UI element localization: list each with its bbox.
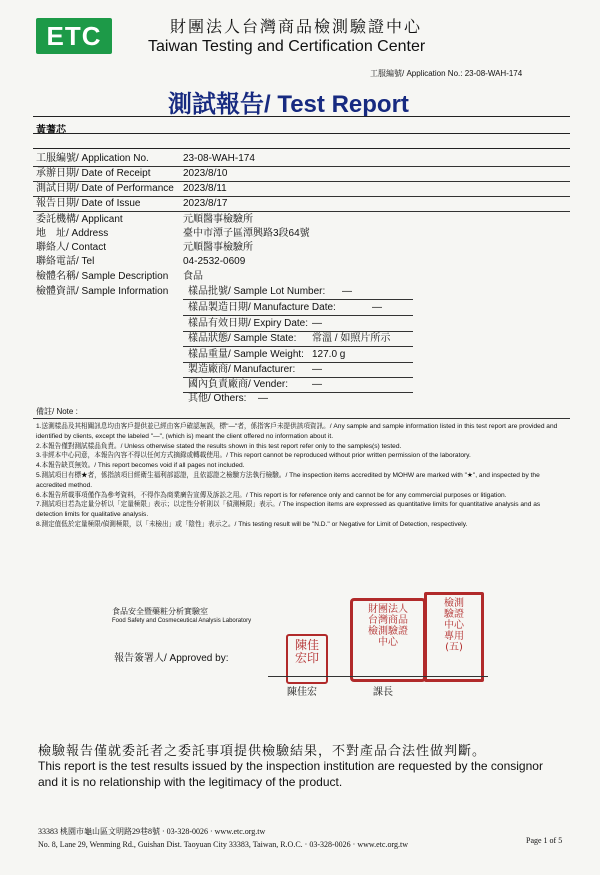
- product-name: 黃蓍芯: [36, 125, 66, 136]
- field-value-application-no: 23-08-WAH-174: [183, 153, 255, 164]
- field-label-sample-description: 檢體名稱/ Sample Description: [36, 271, 169, 282]
- sample-info-value-manufacturer: —: [312, 364, 322, 375]
- divider: [183, 315, 413, 316]
- disclaimer-en: This report is the test results issued by the inspection institution are requested by the consignor and it is no relationship with the legitimacy of the product.: [38, 759, 543, 789]
- field-label-date-of-receipt: 承辦日期/ Date of Receipt: [36, 168, 151, 179]
- sample-info-value-manufacture-date: —: [372, 302, 382, 313]
- divider: [33, 148, 570, 149]
- sample-info-value-sample-state: 常溫 / 如照片所示: [312, 333, 391, 344]
- disclaimer-zh: 檢驗報告僅就委託者之委託事項提供檢驗結果，不對產品合法性做判斷。: [38, 744, 487, 759]
- organization-name-en: Taiwan Testing and Certification Center: [148, 38, 426, 55]
- note-item: 1.送測樣品及其相關訊息均由客戶提供並已經由客戶確認無誤，標"—"者，係指客戶未提供該項資訊。/ Any sample and sample information listed in this test report are provided and identified by clients, except the labeled "—", (which is) meant the client offered no information about it.: [36, 423, 558, 440]
- sample-info-value-expiry-date: —: [312, 318, 322, 329]
- field-value-date-of-issue: 2023/8/17: [183, 198, 228, 209]
- divider: [183, 377, 413, 378]
- sample-info-label-manufacture-date: 樣品製造日期/ Manufacture Date:: [188, 302, 336, 313]
- note-item: 2.本報告僅對測試樣品負責。/ Unless otherwise stated the results shown in this test report refer only to the samples(s) tested.: [36, 442, 402, 450]
- signature-line: [268, 676, 488, 677]
- field-label-application-no: 工服編號/ Application No.: [36, 153, 149, 164]
- signer-seal-icon: 陳佳 宏印: [286, 634, 328, 684]
- divider: [33, 116, 570, 117]
- note-item: 4.本報告缺頁無效。/ This report becomes void if all pages not included.: [36, 462, 245, 470]
- center-seal-icon: 財團法人 台灣商品 檢測驗證 中心: [350, 598, 426, 682]
- field-value-tel: 04-2532-0609: [183, 256, 246, 267]
- divider: [33, 181, 570, 182]
- footer-address-en: No. 8, Lane 29, Wenming Rd., Guishan Dist. Taoyuan City 33383, Taiwan, R.O.C. · 03-328-0026 · www.etc.org.tw: [38, 840, 408, 849]
- divider: [183, 362, 413, 363]
- divider: [183, 346, 413, 347]
- note-item: 5.測試項目有標★者，係指該項目經衛生福利部認證，且依認證之檢驗方法執行檢驗。/ The inspection items accredited by MOHW are marked with "★", and inspected by the accredited method.: [36, 471, 540, 489]
- divider: [33, 166, 570, 167]
- note-item: 6.本報告所載事項僅作為參考資料，不得作為商業廣告宣傳及訴訟之用。/ This report is for reference only and cannot be for any commercial purposes or litigation.: [36, 491, 507, 499]
- sample-info-value-others: —: [258, 393, 268, 404]
- divider: [33, 418, 570, 419]
- field-label-applicant: 委託機構/ Applicant: [36, 214, 123, 225]
- note-item: 3.非經本中心同意，本報告內容不得以任何方式摘錄或轉載使用。/ This report cannot be reproduced without prior written permission of the laboratory.: [36, 452, 471, 460]
- note-item: 8.測定值低於定量極限/偵測極限，以「未檢出」或「陰性」表示之。/ This testing result will be "N.D." or Negative for Limit of Detection, respectively.: [36, 520, 468, 528]
- sample-info-label-lot-number: 樣品批號/ Sample Lot Number:: [188, 286, 326, 297]
- field-label-sample-information: 檢體資訊/ Sample Information: [36, 286, 169, 297]
- divider: [33, 196, 570, 197]
- footer-address-zh: 33383 桃園市龜山區文明路29巷8號 · 03-328-0026 · www.etc.org.tw: [38, 827, 266, 836]
- field-label-date-of-issue: 報告日期/ Date of Issue: [36, 198, 141, 209]
- field-value-sample-description: 食品: [183, 271, 203, 282]
- sample-info-value-lot-number: —: [342, 286, 352, 297]
- note-item: 7.測試項目若為定量分析以「定量極限」表示；以定性分析則以「偵測極限」表示。/ The inspection items are expressed as quantitative limits for quantitative analysis and as detection limits for qualitative analysis.: [36, 501, 541, 519]
- divider: [33, 133, 570, 134]
- approved-by-label: 報告簽署人/ Approved by:: [114, 653, 229, 664]
- sample-info-label-sample-weight: 樣品重量/ Sample Weight:: [188, 349, 304, 360]
- sample-info-label-expiry-date: 樣品有效日期/ Expiry Date:: [188, 318, 309, 329]
- sample-info-value-sample-weight: 127.0 g: [312, 349, 346, 360]
- organization-name-zh: 財團法人台灣商品檢測驗證中心: [170, 17, 423, 36]
- field-label-contact: 聯絡人/ Contact: [36, 242, 107, 253]
- field-value-address: 臺中市潭子區潭興路3段64號: [183, 228, 310, 239]
- signer-title: 課長: [373, 687, 393, 698]
- signer-name: 陳佳宏: [287, 687, 317, 698]
- sample-info-label-sample-state: 樣品狀態/ Sample State:: [188, 333, 297, 344]
- field-value-contact: 元順醫事檢驗所: [183, 242, 253, 253]
- field-label-address: 地 址/ Address: [36, 228, 109, 239]
- field-value-date-of-receipt: 2023/8/10: [183, 168, 228, 179]
- note-title: 備註/ Note :: [36, 407, 78, 416]
- divider: [33, 211, 570, 212]
- divider: [183, 331, 413, 332]
- header-application-no: 工服編號/ Application No.: 23-08-WAH-174: [370, 69, 523, 78]
- notes-list: [36, 422, 566, 530]
- lab-name-en: Food Safety and Cosmeceutical Analysis Laboratory: [112, 618, 252, 624]
- sample-info-value-vender: —: [312, 379, 322, 390]
- sample-info-label-manufacturer: 製造廠商/ Manufacturer:: [188, 364, 296, 375]
- field-label-date-of-performance: 測試日期/ Date of Performance: [36, 183, 174, 194]
- sample-info-label-vender: 國內負責廠商/ Vender:: [188, 379, 289, 390]
- field-label-tel: 聯絡電話/ Tel: [36, 256, 95, 267]
- page-number: Page 1 of 5: [526, 836, 563, 845]
- field-value-applicant: 元順醫事檢驗所: [183, 214, 253, 225]
- etc-logo: ETC: [36, 18, 112, 54]
- lab-name-zh: 食品安全暨藥粧分析實驗室: [112, 607, 208, 616]
- sample-info-label-others: 其他/ Others:: [188, 393, 247, 404]
- field-value-date-of-performance: 2023/8/11: [183, 183, 227, 194]
- center-seal-icon: 檢測 驗證 中心 專用 (五): [424, 592, 484, 682]
- report-title: 測試報告/ Test Report: [168, 91, 409, 118]
- divider: [183, 299, 413, 300]
